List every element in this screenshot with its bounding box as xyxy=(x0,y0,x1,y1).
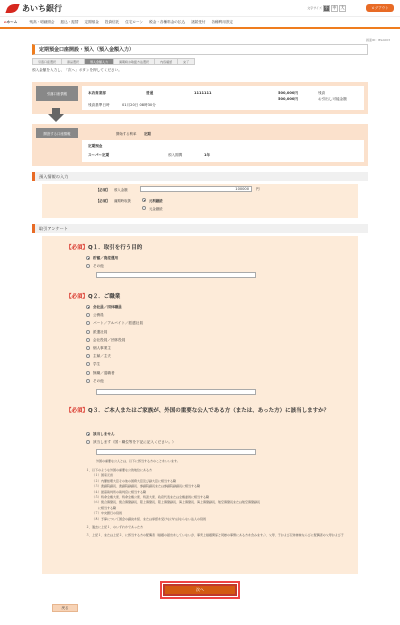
q2-option-3: パート／アルバイト／派遣社員 xyxy=(93,321,143,326)
nav-notifications[interactable]: 諸届受付 xyxy=(191,19,206,24)
q3-definition-item: に相当する職 xyxy=(92,505,117,510)
q1-option-2: その他 xyxy=(93,264,104,268)
q3-definition-list xyxy=(86,468,346,539)
balance-date-value: 01月20日 08時30分 xyxy=(122,103,156,107)
q2-option-4: 派遣社員 xyxy=(93,329,108,334)
deposit-section xyxy=(32,172,368,181)
q2-radio-1[interactable] xyxy=(86,305,90,309)
q3-detail-input[interactable] xyxy=(96,449,256,455)
font-size-switcher xyxy=(307,5,346,12)
survey-section-title: 取引アンケート xyxy=(32,224,368,233)
step-2: 商品選択 xyxy=(61,58,85,65)
back-button[interactable]: 戻る xyxy=(52,604,78,612)
deposit-section-title: 預入情報の入力 xyxy=(32,172,368,181)
amount-label: 預入金額 xyxy=(114,188,128,192)
header xyxy=(0,0,400,17)
nav-transfer[interactable]: 振込・振替 xyxy=(60,19,79,24)
step-4: 満期時お取扱方法選択 xyxy=(113,58,155,65)
deposit-form xyxy=(42,184,358,218)
q3-definition-item: （３）衆議院議長、衆議院副議長、参議院議長または参議院副議長に相当する職 xyxy=(92,484,201,489)
bank-logo-icon xyxy=(6,3,19,14)
q2-radio-5[interactable] xyxy=(86,338,90,342)
q3-radio-1[interactable] xyxy=(86,432,90,436)
font-large-button[interactable]: 大 xyxy=(340,5,345,10)
branch-name: 本店営業部 xyxy=(88,91,106,95)
new-account-panel xyxy=(32,124,368,166)
q3-required: 【必須】 xyxy=(66,408,89,414)
q2-option-10: その他 xyxy=(93,378,104,383)
q3-text: Q３．ご本人またはご家族が、外国の重要な公人である方（または、あった方）に該当しますか？ xyxy=(88,408,330,414)
q3-definition-item: （４）最高裁判所の裁判官に相当する職 xyxy=(92,489,147,494)
q1-text: Q１．取引を行う目的 xyxy=(88,245,143,251)
amount-input[interactable]: 100000 xyxy=(140,186,252,192)
q1-radio-1[interactable] xyxy=(86,256,90,260)
method-required: 【必須】 xyxy=(96,199,110,203)
method-option-1: 元利継続 xyxy=(149,199,163,203)
q2-radio-6[interactable] xyxy=(86,346,90,350)
q2-radio-10[interactable] xyxy=(86,379,90,383)
bank-name: あいち銀行 xyxy=(22,2,62,13)
q2-title xyxy=(66,292,120,300)
q3-note: 外国の重要な公人とは、以下に該当する方のことをいいます。 xyxy=(96,459,180,463)
amount-required: 【必須】 xyxy=(96,188,110,192)
method-radio-1[interactable] xyxy=(142,198,146,202)
q1-radio-2[interactable] xyxy=(86,264,90,268)
amount-unit: 円 xyxy=(256,187,260,191)
q3-definition-item: ２．過去に上記１．のいずれかであった方 xyxy=(86,525,143,530)
q2-radio-4[interactable] xyxy=(86,330,90,334)
nav-time-deposit[interactable]: 定期預金 xyxy=(84,19,99,24)
method-option-2: 元金継続 xyxy=(149,207,163,211)
q3-definition-item: （５）特命全権大使、特命全権公使、特派大使、政府代表または全権委員に相当する職 xyxy=(92,495,210,500)
debit-account-details xyxy=(82,86,364,110)
q2-other-input[interactable] xyxy=(96,389,256,395)
q1-title xyxy=(66,243,142,251)
font-small-button[interactable]: 小 xyxy=(324,5,329,10)
q3-definition-item: １．以下のような外国の重要な公的地位にある方 xyxy=(86,468,153,472)
logout-button[interactable]: ログアウト xyxy=(366,4,394,12)
q1-other-input[interactable] xyxy=(96,272,256,278)
available-amount: 500,000円 xyxy=(278,97,298,101)
q2-option-1: 会社員／団体職員 xyxy=(93,305,122,309)
nav-balance[interactable]: 残高・明細照会 xyxy=(29,19,55,24)
nav-investment[interactable]: 投資信託 xyxy=(104,19,120,24)
q2-required: 【必須】 xyxy=(66,294,89,300)
q2-option-2: 公務員 xyxy=(93,313,104,318)
font-size-label: 文字サイズ xyxy=(307,6,322,10)
q3-title xyxy=(66,407,346,416)
step-indicator xyxy=(32,58,194,65)
product-name: スーパー定期 xyxy=(88,153,110,157)
global-nav xyxy=(0,17,400,29)
balance-amount: 500,000円 xyxy=(278,91,298,95)
balance-label: 残高 xyxy=(318,91,326,95)
method-label: 満期時取扱 xyxy=(114,199,131,203)
q3-radio-2[interactable] xyxy=(86,440,90,444)
font-medium-button[interactable]: 中 xyxy=(332,5,337,10)
nav-tax-payment[interactable]: 税金・各種料金の払込 xyxy=(149,19,186,24)
page-title: 定期預金口座開設・預入（預入金額入力） xyxy=(32,44,368,55)
product-type: 定期預金 xyxy=(88,144,103,148)
method-radio-2[interactable] xyxy=(142,206,146,210)
new-account-details xyxy=(82,140,364,162)
q3-option-1: 該当しません xyxy=(93,432,115,436)
survey-section xyxy=(32,224,368,233)
period-value: 1年 xyxy=(204,153,211,157)
q2-radio-9[interactable] xyxy=(86,371,90,375)
q3-definition-item: （２）内閣総理大臣その他の国務大臣及び副大臣に相当する職 xyxy=(92,478,177,483)
q3-definition-item: （７）中央銀行の役員 xyxy=(92,511,123,516)
rate-value: 定期 xyxy=(144,132,151,136)
q2-option-7: 主婦／主夫 xyxy=(93,354,111,359)
next-button[interactable]: 次へ xyxy=(163,584,237,596)
available-label: お引出し可能金額 xyxy=(318,97,347,101)
nav-home-label: ホーム xyxy=(6,19,18,24)
step-6: 完了 xyxy=(177,58,195,65)
balance-date-label: 残高基準日時 xyxy=(88,103,110,107)
q1-required: 【必須】 xyxy=(66,245,89,251)
debit-account-label: 引落口座情報 xyxy=(36,86,78,101)
q3-definition-item: ３．上記１．または上記２．に該当する方の配偶者（婚姻の届出をしていないが、事実上婚姻関係と同様の事情にある方を含みます。）、父母、子および兄弟姉妹ならびに配偶者の父母および子 xyxy=(86,533,344,538)
screen-id: 画面ID：BSA003 xyxy=(366,38,390,42)
q2-text: Q２．ご職業 xyxy=(88,294,121,300)
q2-option-8: 学生 xyxy=(93,362,101,367)
q2-option-9: 無職／退職者 xyxy=(93,370,115,375)
nav-settings[interactable]: 各種利用設定 xyxy=(211,19,234,24)
q3-definition-item: （８）予算について国会の議決を経、または承認を受けなければならない法人の役員 xyxy=(92,516,206,521)
new-account-label: 開設する口座情報 xyxy=(36,128,78,138)
q3-definition-item: （１）国家元首 xyxy=(92,473,114,478)
q3-definition-item: （６）統合幕僚長、統合幕僚副長、陸上幕僚長、陸上幕僚副長、海上幕僚長、海上幕僚副長、航空幕僚長または航空幕僚副長 xyxy=(92,500,261,505)
q3-option-2: 該当します（国・職位等を下記に記入ください。） xyxy=(93,440,176,444)
rate-label: 開始する利率 xyxy=(116,132,137,136)
period-label: 預入期間 xyxy=(168,153,183,157)
instruction-text: 預入金額を入力し、「次へ」ボタンを押してください。 xyxy=(32,68,122,72)
step-1: 引落口座選択 xyxy=(32,58,62,65)
account-type: 普通 xyxy=(146,91,154,95)
q2-option-6: 個人事業主 xyxy=(93,346,111,350)
debit-account-panel xyxy=(32,82,368,114)
step-3-current: 預入金額入力 xyxy=(84,58,114,65)
nav-home-loan[interactable]: 住宅ローン xyxy=(125,19,144,24)
account-number: 1111111 xyxy=(194,91,212,95)
down-arrow-icon xyxy=(48,114,64,122)
step-5: 内容確認 xyxy=(154,58,178,65)
q2-option-5: 会社役員／団体役員 xyxy=(93,337,126,342)
nav-home[interactable]: ⌂ホーム xyxy=(4,19,18,24)
bank-logo[interactable] xyxy=(6,3,62,14)
q1-option-1: 貯蓄／資産運用 xyxy=(93,256,119,260)
